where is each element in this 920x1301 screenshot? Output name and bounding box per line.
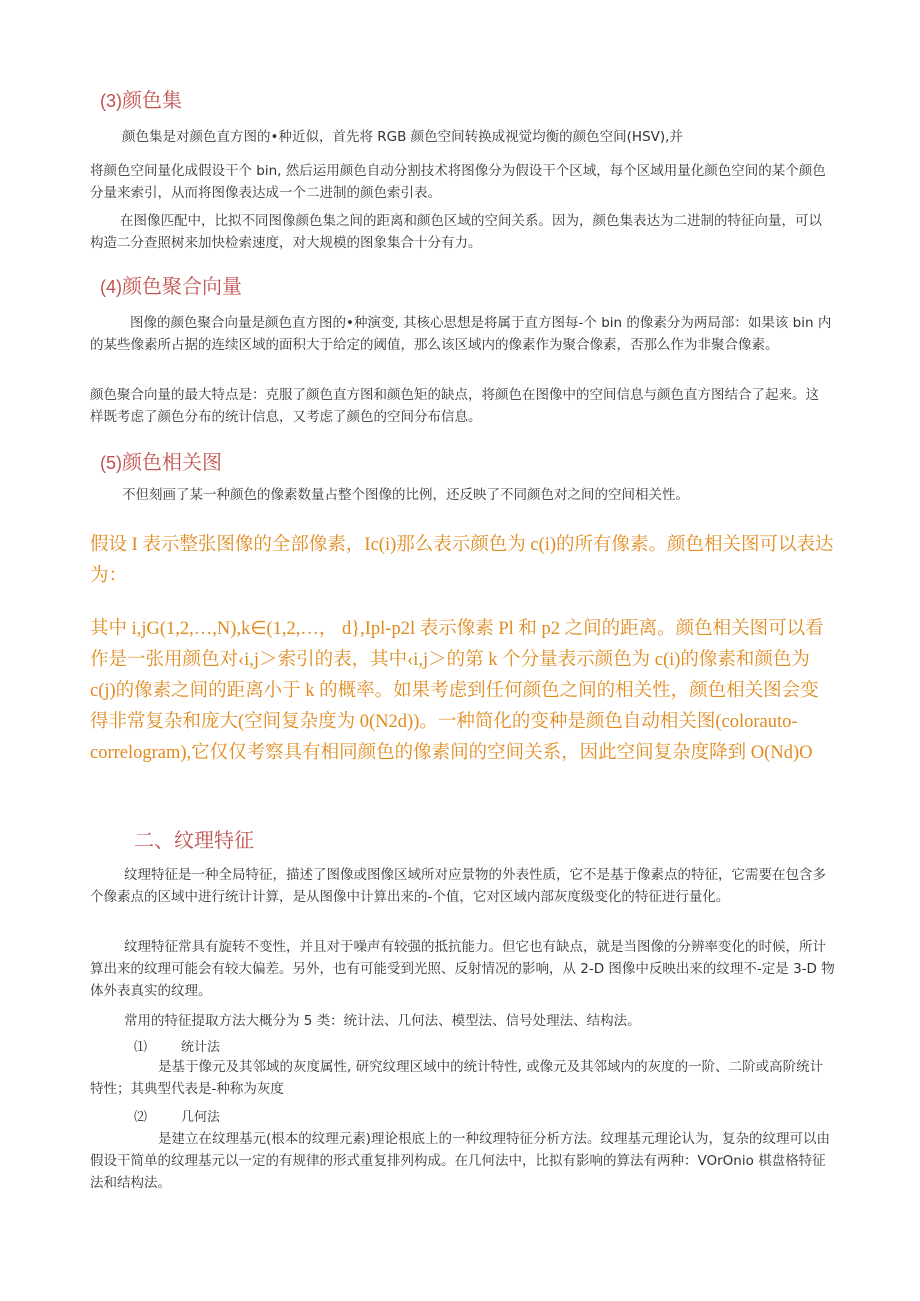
- correlogram-explanation: 其中 i,jG(1,2,…,N),k∈(1,2,…， d},Ipl-p2l 表示像素 Pl 和 p2 之间的距离。颜色相关图可以看作是一张用颜色对‹i,j＞索引的表，其中‹i,j＞的第 k 个分量表示颜色为 c(i)的像素和颜色为 c(j)的像素之间的距离小于 k 的概率。如果考虑到任何颜色之间的相关性，颜色相关图会变得非常复杂和庞大(空间复杂度为 0(N2d))。一种简化的变种是颜色自动相关图(colorauto-correlogram),它仅仅考察具有相同颜色的像素间的空间关系，因此空间复杂度降到 O(Nd)O: [90, 619, 824, 763]
- color-set-paragraph-1: 将颜色空间量化成假设干个 bin, 然后运用颜色自动分割技术将图像分为假设干个区域，每个区域用量化颜色空间的某个颜色分量来索引，从而将图像表达成一个二进制的颜色索引表。: [90, 163, 826, 201]
- heading-number: (4): [100, 277, 122, 297]
- coherence-paragraph-2: 颜色聚合向量的最大特点是：克服了颜色直方图和颜色矩的缺点，将颜色在图像中的空间信息与颜色直方图结合了起来。这样既考虑了颜色分布的统计信息，又考虑了颜色的空间分布信息。: [90, 387, 819, 425]
- texture-paragraph-1: 纹理特征是一种全局特征，描述了图像或图像区域所对应景物的外表性质，它不是基于像素点的特征，它需要在包含多个像素点的区域中进行统计计算，是从图像中计算出来的-个值，它对区域内部灰度级变化的特征进行量化。: [90, 867, 826, 905]
- heading-color-coherence-vector: [100, 274, 242, 299]
- list-label: 统计法: [181, 1040, 221, 1055]
- list-marker: ⑴: [134, 1040, 148, 1055]
- section-title-texture: 二、纹理特征: [134, 828, 254, 852]
- heading-color-set: [100, 88, 182, 113]
- list-item-geometric: [134, 1106, 220, 1125]
- texture-paragraph-2: 纹理特征常具有旋转不变性，并且对于噪声有较强的抵抗能力。但它也有缺点，就是当图像的分辨率变化的时候，所计算出来的纹理可能会有较大偏差。另外，也有可能受到光照、反射情况的影响，从 2-D 图像中反映出来的纹理不-定是 3-D 物体外表真实的纹理。: [90, 939, 835, 999]
- list-item-statistical: [134, 1036, 220, 1055]
- correlogram-paragraph-1: 不但刻画了某一种颜色的像素数量占整个图像的比例，还反映了不同颜色对之间的空间相关性。: [122, 487, 689, 503]
- color-set-paragraph-2: 在图像匹配中，比拟不同图像颜色集之间的距离和颜色区域的空间关系。因为，颜色集表达为二进制的特征向量，可以构造二分查照树来加快检索速度，对大规模的图象集合十分有力。: [90, 213, 822, 251]
- heading-text: 颜色集: [122, 88, 182, 112]
- heading-number: (3): [100, 91, 122, 111]
- coherence-paragraph-1: 图像的颜色聚合向量是颜色直方图的•种演变, 其核心思想是将属于直方图每-个 bin 的像素分为两局部：如果该 bin 内的某些像素所占据的连续区域的面积大于给定的阈值，那么该区域内的像素作为聚合像素，否那么作为非聚合像素。: [90, 315, 832, 353]
- geometric-description: 是建立在纹理基元(根本的纹理元素)理论根底上的一种纹理特征分析方法。纹理基元理论认为，复杂的纹理可以由假设干简单的纹理基元以一定的有规律的形式重复排列构成。在几何法中，比拟有影响的算法有两种：VOrOnio 棋盘格特征法和结构法。: [90, 1131, 831, 1191]
- list-label: 几何法: [181, 1110, 221, 1125]
- heading-text: 颜色相关图: [122, 450, 222, 474]
- heading-number: (5): [100, 453, 122, 473]
- list-marker: ⑵: [134, 1110, 148, 1125]
- texture-paragraph-3: 常用的特征提取方法大概分为 5 类：统计法、几何法、模型法、信号处理法、结构法。: [124, 1013, 641, 1029]
- heading-text: 颜色聚合向量: [122, 274, 242, 298]
- statistical-description: 是基于像元及其邻域的灰度属性, 研究纹理区域中的统计特性, 或像元及其邻域内的灰度的一阶、二阶或高阶统计特性；其典型代表是-种称为灰度: [90, 1059, 824, 1097]
- correlogram-definition: 假设 I 表示整张图像的全部像素，Ic(i)那么表示颜色为 c(i)的所有像素。颜色相关图可以表达为：: [90, 535, 834, 586]
- color-set-line1: 颜色集是对颜色直方图的•种近似，首先将 RGB 颜色空间转换成视觉均衡的颜色空间(HSV),并: [122, 129, 683, 145]
- heading-color-correlogram: [100, 450, 222, 475]
